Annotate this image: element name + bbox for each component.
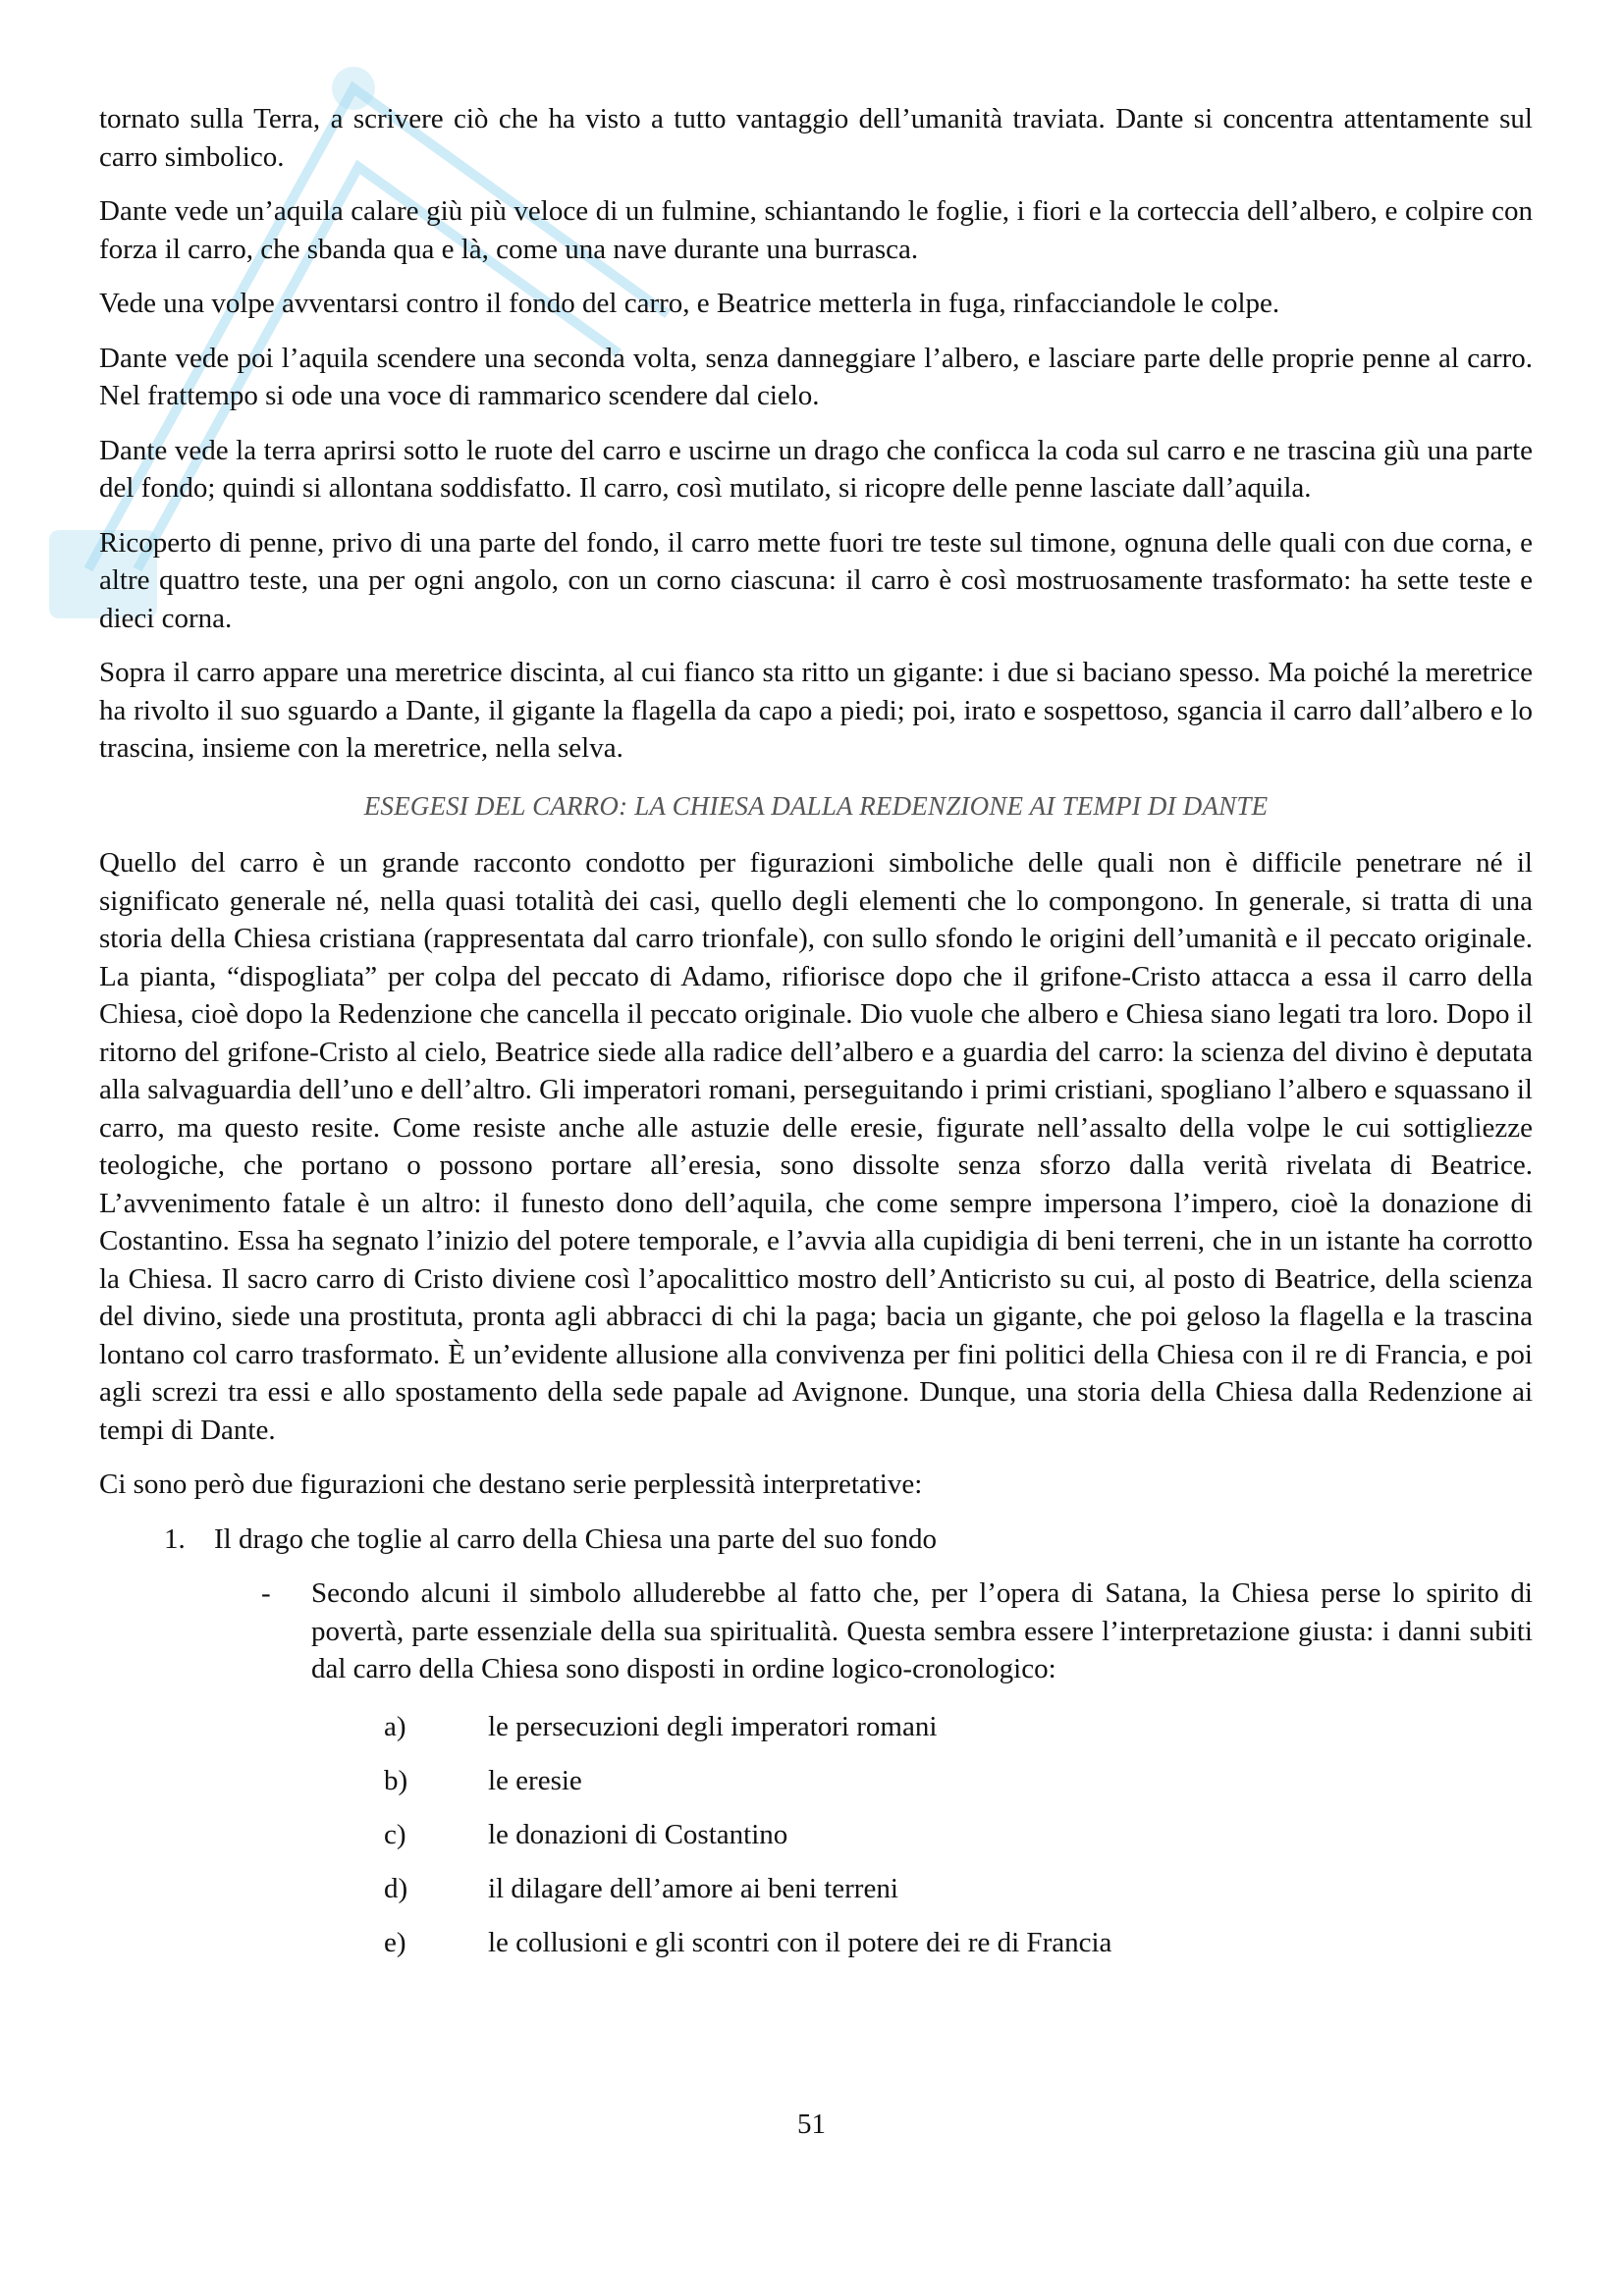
letter-list-item (99, 1816, 1533, 1853)
letter-item-text: le eresie (488, 1764, 582, 1796)
dash-list-item (99, 1575, 1533, 1688)
paragraph: Sopra il carro appare una meretrice discinta, al cui fianco sta ritto un gigante: i due si baciano spesso. Ma poiché la meretrice ha rivolto il suo sguardo a Dante, il gigante la flagella da capo a piedi; poi, irato e sospettoso, sgancia il carro dall’albero e lo trascina, insieme con la meretrice, nella selva. (99, 657, 1533, 764)
letter-marker: b) (384, 1764, 408, 1796)
list-number: 1. (164, 1522, 186, 1555)
letter-marker: c) (384, 1818, 406, 1850)
letter-item-text: le donazioni di Costantino (488, 1818, 788, 1850)
letter-list-item (99, 1870, 1533, 1907)
letter-marker: a) (384, 1710, 406, 1742)
paragraph: Dante vede poi l’aquila scendere una seconda volta, senza danneggiare l’albero, e lasciare parte delle proprie penne al carro. Nel frattempo si ode una voce di rammarico scendere dal cielo. (99, 342, 1533, 411)
exegesis-paragraph: Quello del carro è un grande racconto condotto per figurazioni simboliche delle quali non è difficile penetrare né il significato generale né, nella quasi totalità dei casi, quello degli elementi che lo compongono. In generale, si tratta di una storia della Chiesa cristiana (rappresentata dal carro trionfale), con sullo sfondo le origini dell’umanità e il peccato originale. La pianta, “dispogliata” per colpa del peccato di Adamo, rifiorisce dopo che il grifone-Cristo attacca a essa il carro della Chiesa, cioè dopo la Redenzione che cancella il peccato originale. Dio vuole che albero e Chiesa siano legati tra loro. Dopo il ritorno del grifone-Cristo al cielo, Beatrice siede alla radice dell’albero e a guardia del carro: la scienza del divino è deputata alla salvaguardia dell’uno e dell’altro. Gli imperatori romani, perseguitando i primi cristiani, spogliano l’albero e squassano il carro, ma questo resite. Come resiste anche alle astuzie delle eresie, figurate nell’assalto della volpe le cui sottigliezze teologiche, che portano o possono portare all’eresia, sono dissolte senza sforzo dalla verità rivelata di Beatrice. L’avvenimento fatale è un altro: il funesto dono dell’aquila, che come sempre impersona l’impero, cioè la donazione di Costantino. Essa ha segnato l’inizio del potere temporale, e l’avvia alla cupidigia di beni terreni, che in un istante ha corrotto la Chiesa. Il sacro carro di Cristo diviene così l’apocalittico mostro dell’Anticristo su cui, al posto di Beatrice, della scienza del divino, siede una prostituta, pronta agli abbracci di chi la paga; bacia un gigante, che poi geloso la flagella e la trascina lontano col carro trasformato. È un’evidente allusione alla convivenza per fini politici della Chiesa con il re di Francia, e poi agli screzi tra essi e allo spostamento della sede papale ad Avignone. Dunque, una storia della Chiesa dalla Redenzione ai tempi di Dante. (99, 847, 1533, 1446)
section-heading: ESEGESI DEL CARRO: LA CHIESA DALLA REDENZIONE AI TEMPI DI DANTE (363, 790, 1269, 821)
letter-list-item (99, 1762, 1533, 1799)
letter-list-item (99, 1924, 1533, 1961)
paragraph: Dante vede la terra aprirsi sotto le ruote del carro e uscirne un drago che conficca la coda sul carro e ne trascina giù una parte del fondo; quindi si allontana soddisfatto. Il carro, così mutilato, si ricopre delle penne lasciate dall’aquila. (99, 434, 1533, 504)
list-item-text: Il drago che toglie al carro della Chiesa una parte del suo fondo (214, 1522, 938, 1555)
paragraph: Vede una volpe avventarsi contro il fondo del carro, e Beatrice metterla in fuga, rinfacciandole le colpe. (99, 288, 1280, 319)
letter-marker: e) (384, 1926, 406, 1958)
paragraph: Dante vede un’aquila calare giù più veloce di un fulmine, schiantando le foglie, i fiori e la corteccia dell’albero, e colpire con forza il carro, che sbanda qua e là, come una nave durante una burrasca. (99, 195, 1533, 265)
letter-item-text: il dilagare dell’amore ai beni terreni (488, 1872, 898, 1904)
dash-item-text: Secondo alcuni il simbolo alluderebbe al fatto che, per l’opera di Satana, la Chiesa perse lo spirito di povertà, parte essenziale della sua spiritualità. Questa sembra essere l’interpretazione giusta: i danni subiti dal carro della Chiesa sono disposti in ordine logico-cronologico: (311, 1577, 1533, 1684)
paragraph: Ricoperto di penne, privo di una parte del fondo, il carro mette fuori tre teste sul timone, ognuna delle quali con due corna, e altre quattro teste, una per ogni angolo, con un corno ciascuna: il carro è così mostruosamente trasformato: ha sette teste e dieci corna. (99, 526, 1533, 634)
letter-marker: d) (384, 1872, 408, 1904)
intro-line: Ci sono però due figurazioni che destano serie perplessità interpretative: (99, 1468, 923, 1500)
letter-item-text: le persecuzioni degli imperatori romani (488, 1710, 938, 1742)
dash-marker: - (261, 1577, 271, 1609)
letter-item-text: le collusioni e gli scontri con il potere dei re di Francia (488, 1926, 1112, 1958)
numbered-list-item (99, 1521, 1533, 1559)
letter-list-item (99, 1708, 1533, 1745)
page-number: 51 (797, 2109, 826, 2140)
document-page (99, 100, 1533, 1978)
paragraph: tornato sulla Terra, a scrivere ciò che ha visto a tutto vantaggio dell’umanità traviata. Dante si concentra attentamente sul carro simbolico. (99, 103, 1533, 173)
